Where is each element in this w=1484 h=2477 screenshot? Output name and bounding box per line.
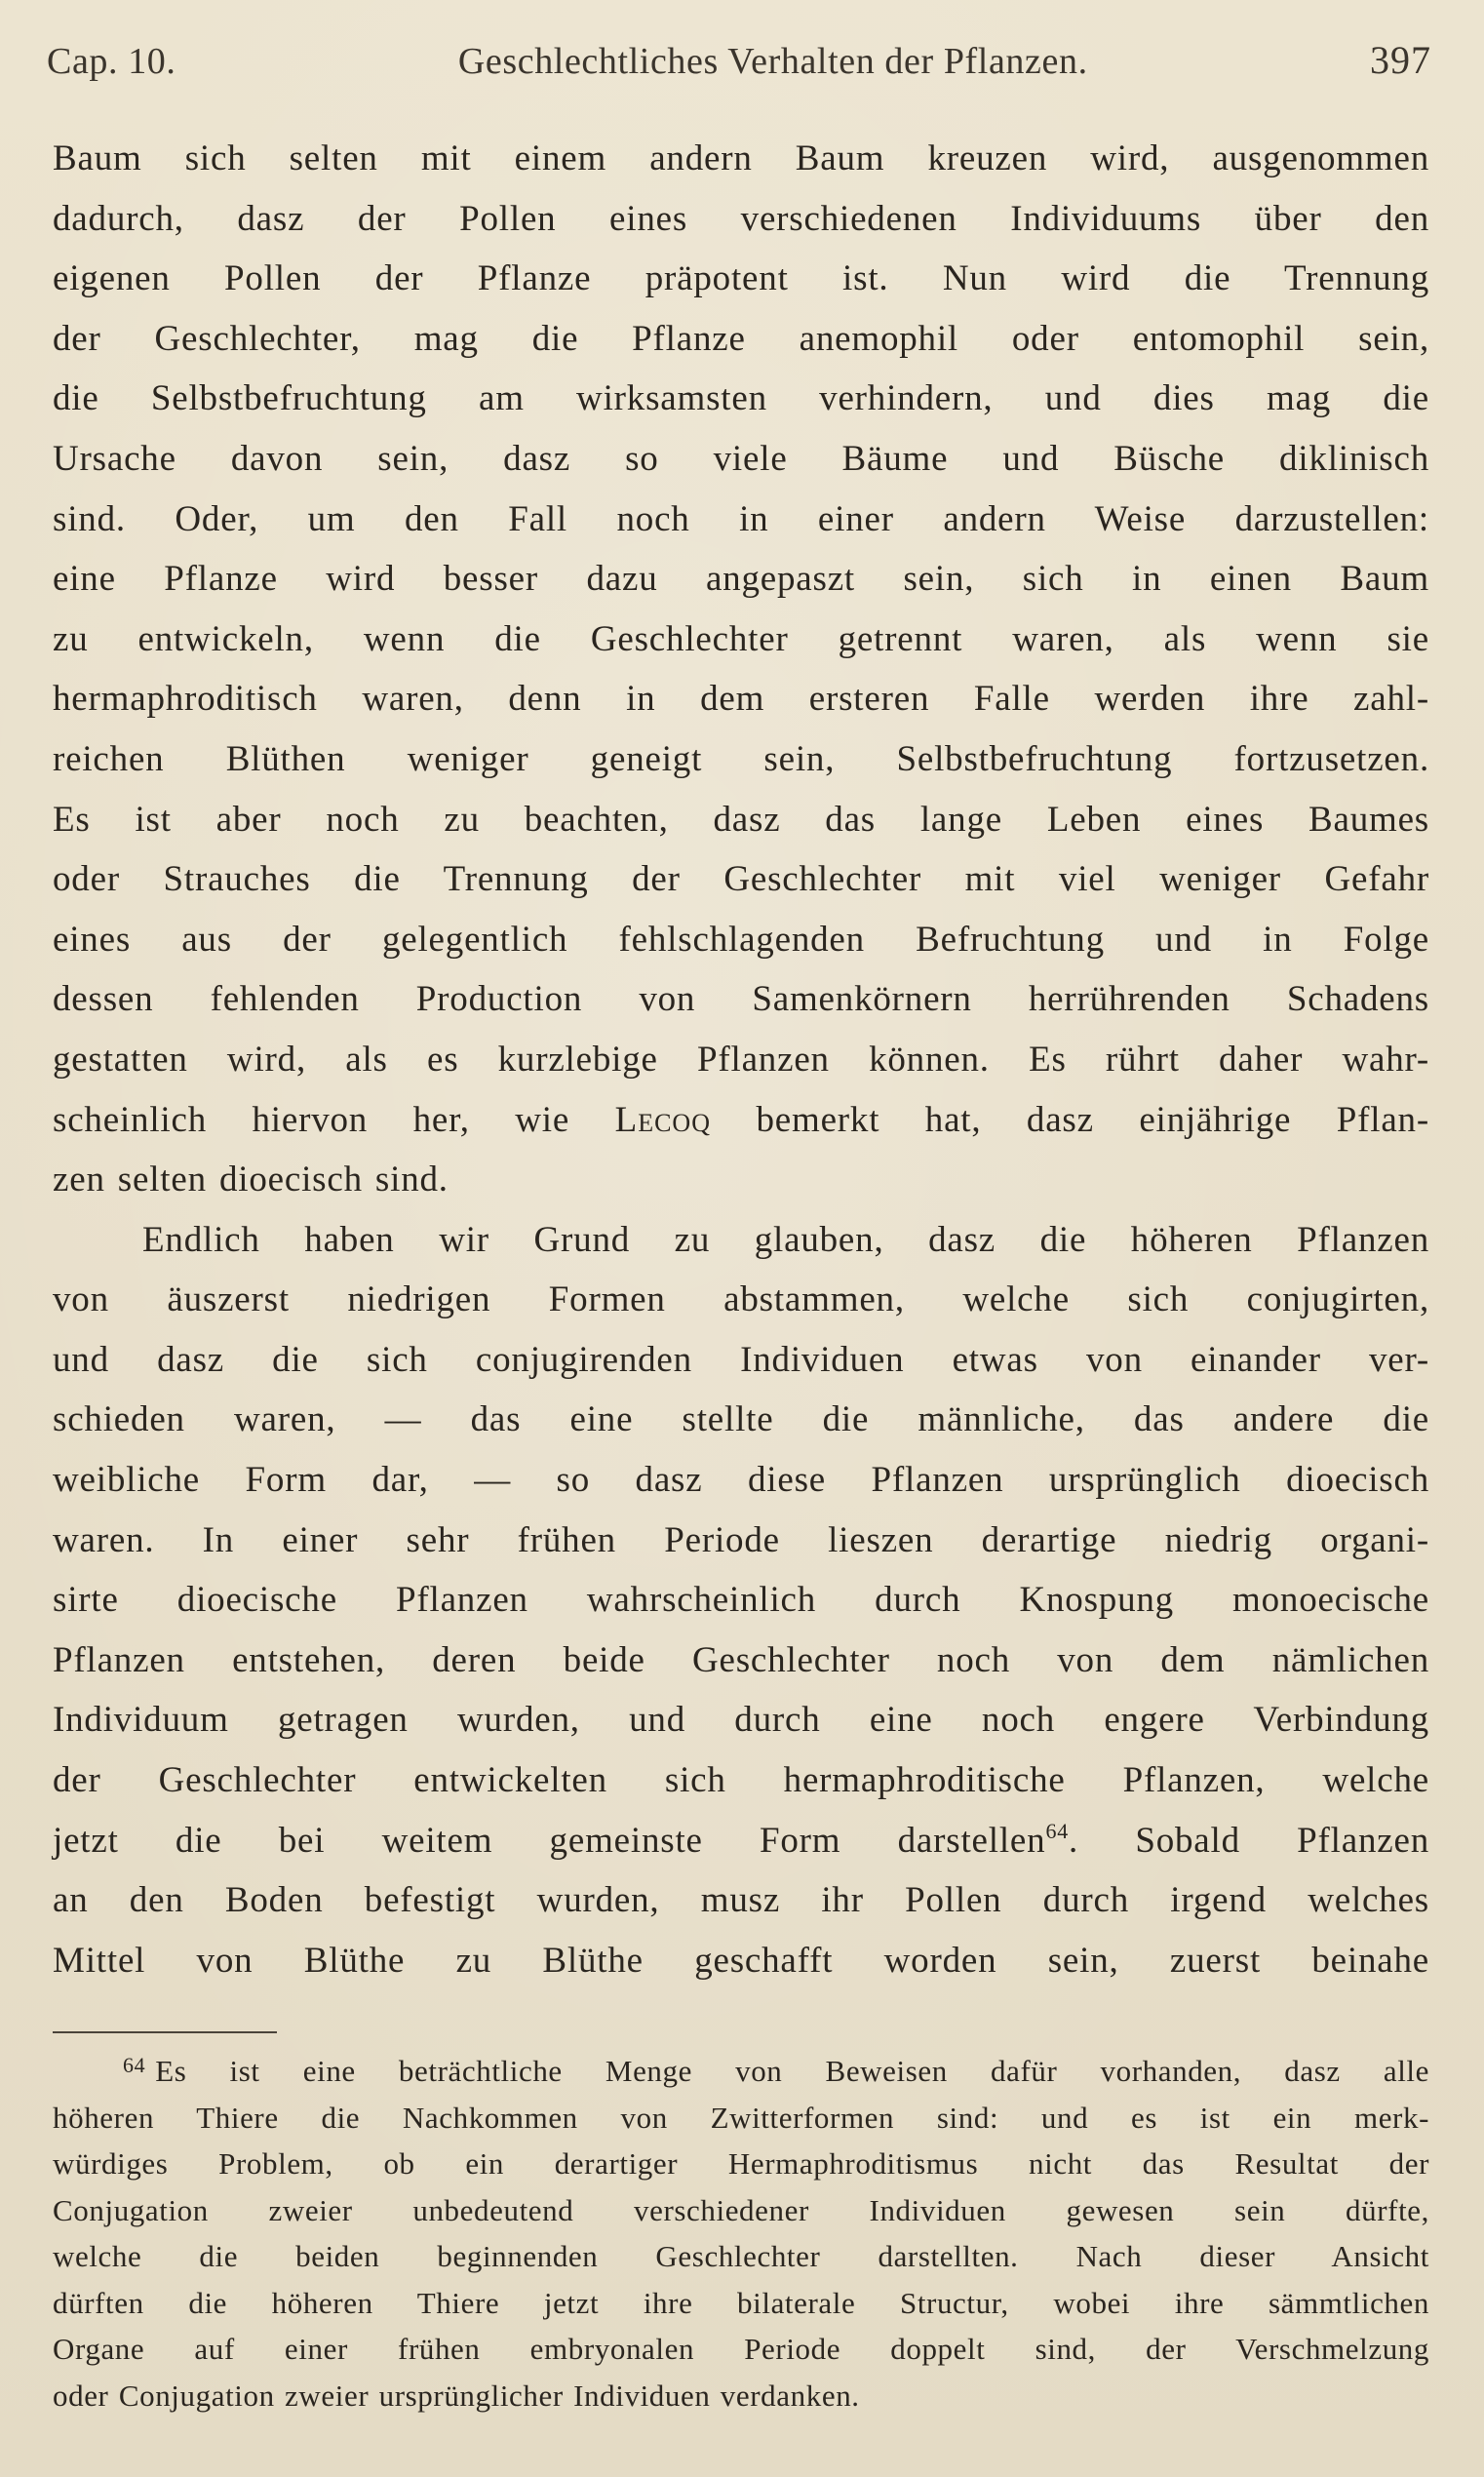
text-segment: . Sobald Pflanzen [1069,1820,1429,1861]
footnote-marker: 64 [123,2053,146,2077]
text-line: Pflanzen entstehen, deren beide Geschlechter noch von dem nämlichen [53,1639,1429,1680]
author-name: Lecoq [614,1099,711,1140]
footnote-last-line: oder Conjugation zweier ursprünglicher Individuen verdanken. [53,2378,860,2413]
footnote-line: dürften die höheren Thiere jetzt ihre bilaterale Structur, wobei ihre sämmtlichen [53,2285,1429,2320]
text-line: dadurch, dasz der Pollen eines verschiedenen Individuums über den [53,198,1429,239]
text-line: waren. In einer sehr frühen Periode lieszen derartige niedrig organi- [53,1519,1429,1560]
text-line: dessen fehlenden Production von Samenkörnern herrührenden Schadens [53,979,1429,1020]
text-line: an den Boden befestigt wurden, musz ihr Pollen durch irgend welches [53,1880,1429,1921]
footnote-line: Organe auf einer frühen embryonalen Periode doppelt sind, der Verschmelzung [53,2332,1429,2366]
text-line: der Geschlechter, mag die Pflanze anemophil oder entomophil sein, [53,318,1429,359]
footnote-line: welche die beiden beginnenden Geschlechter darstellten. Nach dieser Ansicht [53,2239,1429,2273]
text-line: schieden waren, — das eine stellte die männliche, das andere die [53,1399,1429,1440]
text-line: hermaphroditisch waren, denn in dem ersteren Falle werden ihre zahl- [53,679,1429,720]
text-segment: scheinlich hiervon her, wie [53,1099,570,1140]
footnote [53,2048,1429,2418]
text-line: sirte dioecische Pflanzen wahrscheinlich durch Knospung monoecische [53,1580,1429,1621]
text-line: von äuszerst niedrigen Formen abstammen, welche sich conjugirten, [53,1279,1429,1320]
text-line: der Geschlechter entwickelten sich hermaphroditische Pflanzen, welche [53,1760,1429,1801]
text-line: zu entwickeln, wenn die Geschlechter getrennt waren, als wenn sie [53,618,1429,659]
running-title: Geschlechtliches Verhalten der Pflanzen. [457,41,1088,82]
running-head [47,37,1431,88]
text-line [53,1090,1429,1151]
text-line: weibliche Form dar, — so dasz diese Pflanzen ursprünglich dioecisch [53,1460,1429,1501]
main-text [53,129,1429,1990]
text-line: gestatten wird, als es kurzlebige Pflanzen können. Es rührt daher wahr- [53,1039,1429,1080]
text-line: reichen Blüthen weniger geneigt sein, Selbstbefruchtung fortzusetzen. [53,738,1429,779]
footnote-line: höheren Thiere die Nachkommen von Zwitterformen sind: und es ist ein merk- [53,2100,1429,2135]
text-line: Baum sich selten mit einem andern Baum kreuzen wird, ausgenommen [53,138,1429,178]
text-line: eines aus der gelegentlich fehlschlagenden Befruchtung und in Folge [53,919,1429,960]
paragraph-start-line: Endlich haben wir Grund zu glauben, dasz die höheren Pflanzen [142,1219,1429,1260]
text-segment: jetzt die bei weitem gemeinste Form darstellen [53,1820,1046,1861]
text-line [53,1811,1429,1871]
text-line: sind. Oder, um den Fall noch in einer andern Weise darzustellen: [53,498,1429,539]
text-segment: Es ist eine beträchtliche Menge von Beweisen dafür vorhanden, dasz alle [155,2054,1429,2088]
footnote-first-line [53,2048,1429,2095]
text-line: eigenen Pollen der Pflanze präpotent ist. Nun wird die Trennung [53,258,1429,299]
paragraph-end-line: zen selten dioecisch sind. [53,1160,449,1200]
text-line: eine Pflanze wird besser dazu angepaszt sein, sich in einen Baum [53,559,1429,600]
footnote-line: Conjugation zweier unbedeutend verschiedener Individuen gewesen sein dürfte, [53,2192,1429,2227]
footnote-line: würdiges Problem, ob ein derartiger Hermaphroditismus nicht das Resultat der [53,2146,1429,2181]
text-line: Mittel von Blüthe zu Blüthe geschafft worden sein, zuerst beinahe [53,1940,1429,1981]
footnote-reference[interactable]: 64 [1045,1818,1070,1843]
text-line: Es ist aber noch zu beachten, dasz das lange Leben eines Baumes [53,799,1429,840]
text-line: Individuum getragen wurden, und durch eine noch engere Verbindung [53,1700,1429,1741]
text-line: die Selbstbefruchtung am wirksamsten verhindern, und dies mag die [53,378,1429,419]
text-line: Ursache davon sein, dasz so viele Bäume und Büsche diklinisch [53,438,1429,479]
chapter-label: Cap. 10. [47,41,176,82]
footnote-divider [53,2031,277,2033]
page-number: 397 [1370,38,1431,82]
text-line: und dasz die sich conjugirenden Individuen etwas von einander ver- [53,1339,1429,1380]
text-segment: bemerkt hat, dasz einjährige Pflan- [756,1099,1429,1140]
text-line: oder Strauches die Trennung der Geschlechter mit viel weniger Gefahr [53,859,1429,900]
